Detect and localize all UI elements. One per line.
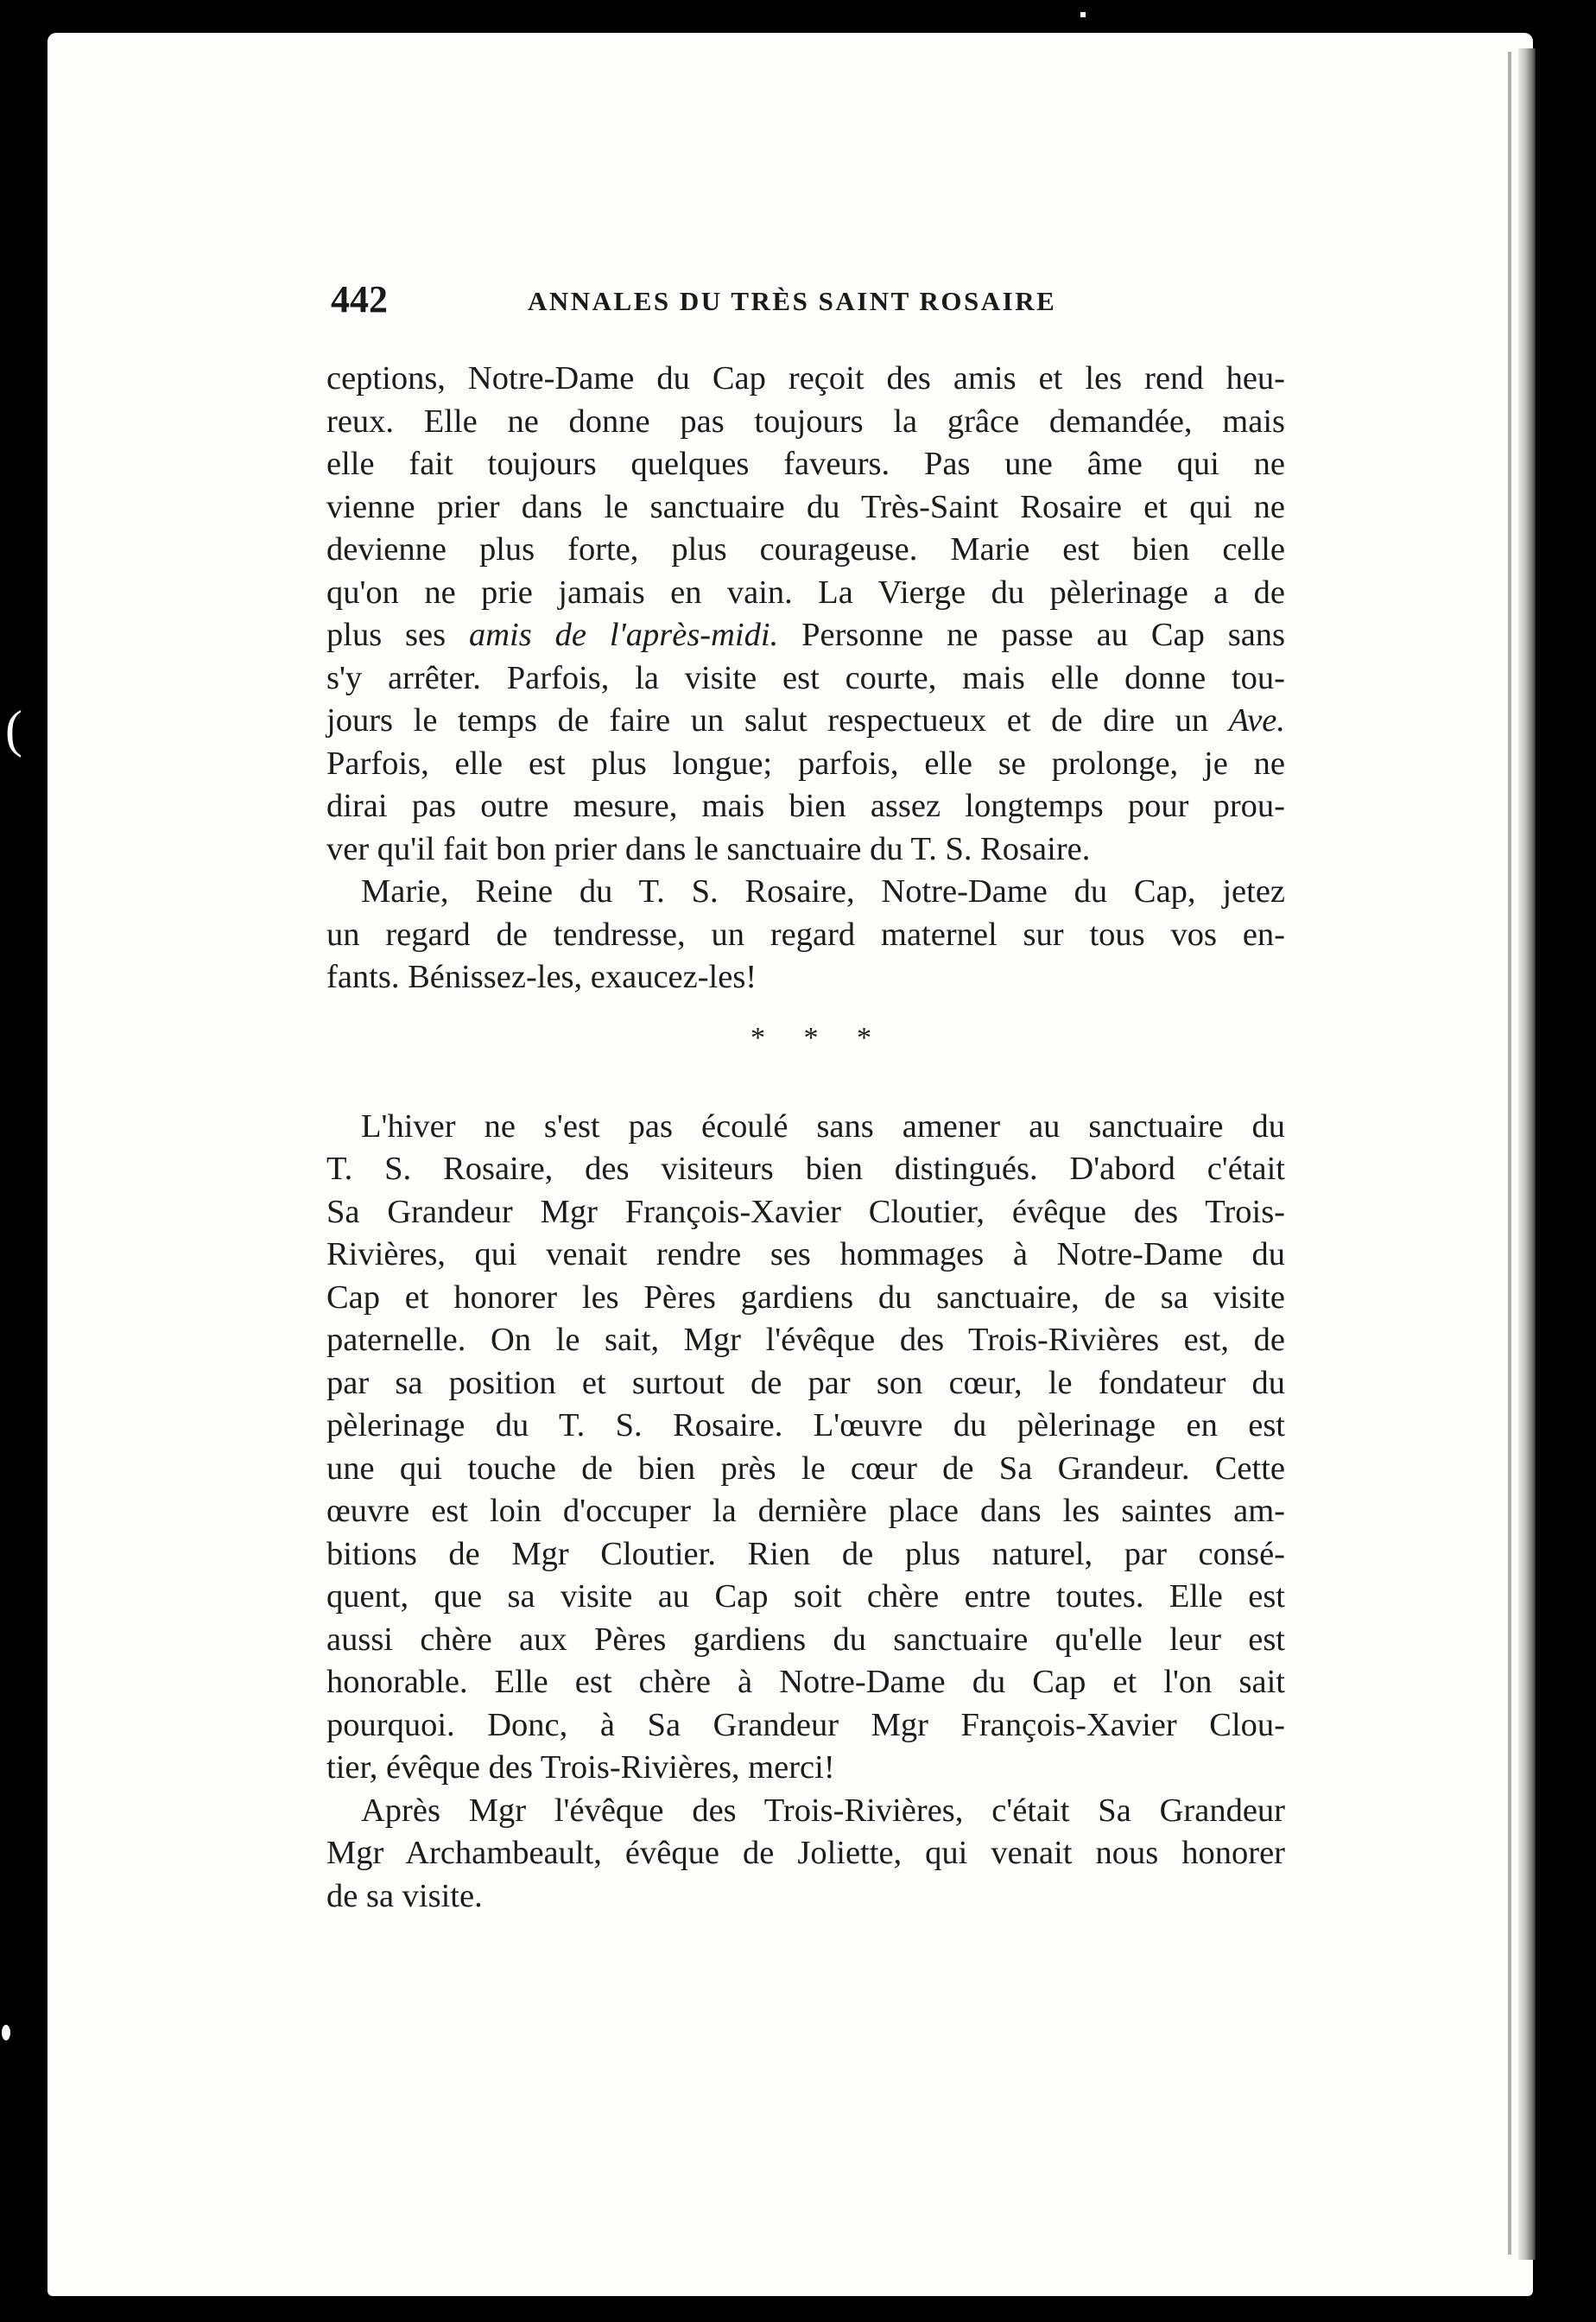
text-line: tier, évêque des Trois-Rivières, merci! xyxy=(326,1749,835,1786)
text-line: devienne plus forte, plus courageuse. Marie est bien celle xyxy=(326,531,1285,568)
spacer xyxy=(326,1059,1285,1106)
text-line: Après Mgr l'évêque des Trois-Rivières, c'était Sa Grandeur xyxy=(361,1792,1285,1829)
text-line: œuvre est loin d'occuper la dernière place dans les saintes am- xyxy=(326,1493,1285,1529)
scan-artifact xyxy=(2,2025,10,2040)
text-line: ceptions, Notre-Dame du Cap reçoit des amis et les rend heu- xyxy=(326,360,1285,397)
scan-artifact xyxy=(1080,12,1086,17)
page-edge xyxy=(1518,48,1536,2260)
text-line: Parfois, elle est plus longue; parfois, elle se prolonge, je ne xyxy=(326,745,1285,782)
text-line: s'y arrêter. Parfois, la visite est courte, mais elle donne tou- xyxy=(326,659,1285,696)
text-line: elle fait toujours quelques faveurs. Pas une âme qui ne xyxy=(326,446,1285,482)
page-edge-shadow xyxy=(1508,52,1511,2255)
text-line: Marie, Reine du T. S. Rosaire, Notre-Dame du Cap, jetez xyxy=(361,873,1285,910)
text-line: bitions de Mgr Cloutier. Rien de plus naturel, par consé- xyxy=(326,1535,1285,1572)
paragraph xyxy=(326,1790,1285,1919)
text-line: paternelle. On le sait, Mgr l'évêque des Trois-Rivières est, de xyxy=(326,1322,1285,1358)
text-line: une qui touche de bien près le cœur de Sa Grandeur. Cette xyxy=(326,1450,1285,1487)
text-line: Mgr Archambeault, évêque de Joliette, qui venait nous honorer xyxy=(326,1835,1285,1871)
scan-artifact: ( xyxy=(5,701,22,758)
paragraph xyxy=(326,1106,1285,1790)
italic-phrase: amis de l'après-midi. xyxy=(469,617,779,653)
text-line: par sa position et surtout de par son cœur, le fondateur du xyxy=(326,1364,1285,1401)
text-line xyxy=(326,700,1285,743)
italic-phrase: Ave. xyxy=(1228,702,1285,739)
text-line: Sa Grandeur Mgr François-Xavier Cloutier, évêque des Trois- xyxy=(326,1193,1285,1230)
page-number: 442 xyxy=(331,278,388,320)
text-line: fants. Bénissez-les, exaucez-les! xyxy=(326,959,757,995)
page-body xyxy=(326,358,1285,1918)
text-line: ver qu'il fait bon prier dans le sanctuaire du T. S. Rosaire. xyxy=(326,830,1091,867)
text-run: plus ses xyxy=(326,617,469,653)
text-run: jours le temps de faire un salut respectueux et de dire un xyxy=(326,702,1229,739)
text-line: T. S. Rosaire, des visiteurs bien distingués. D'abord c'était xyxy=(326,1151,1285,1187)
text-line: Rivières, qui venait rendre ses hommages à Notre-Dame du xyxy=(326,1236,1285,1272)
text-line: qu'on ne prie jamais en vain. La Vierge du pèlerinage a de xyxy=(326,574,1285,611)
paragraph xyxy=(326,358,1285,871)
text-line: vienne prier dans le sanctuaire du Très-Saint Rosaire et qui ne xyxy=(326,488,1285,525)
text-line: Cap et honorer les Pères gardiens du sanctuaire, de sa visite xyxy=(326,1278,1285,1316)
text-line: dirai pas outre mesure, mais bien assez longtemps pour prou- xyxy=(326,788,1285,824)
text-line: de sa visite. xyxy=(326,1877,483,1914)
running-title: ANNALES DU TRÈS SAINT ROSAIRE xyxy=(528,286,1057,316)
text-line: L'hiver ne s'est pas écoulé sans amener au sanctuaire du xyxy=(361,1107,1285,1145)
text-line xyxy=(326,614,1285,657)
text-line: pourquoi. Donc, à Sa Grandeur Mgr François-Xavier Clou- xyxy=(326,1706,1285,1743)
paragraph xyxy=(326,871,1285,999)
text-line: un regard de tendresse, un regard maternel sur tous vos en- xyxy=(326,916,1285,953)
text-line: quent, que sa visite au Cap soit chère entre toutes. Elle est xyxy=(326,1578,1285,1615)
text-line: honorable. Elle est chère à Notre-Dame du Cap et l'on sait xyxy=(326,1664,1285,1700)
page-header xyxy=(331,277,1285,329)
section-separator: * * * xyxy=(750,1021,887,1054)
text-line: pèlerinage du T. S. Rosaire. L'œuvre du pèlerinage en est xyxy=(326,1407,1285,1443)
text-line: reux. Elle ne donne pas toujours la grâce demandée, mais xyxy=(326,403,1285,440)
text-run: Personne ne passe au Cap sans xyxy=(778,617,1286,653)
text-line: aussi chère aux Pères gardiens du sanctuaire qu'elle leur est xyxy=(326,1621,1285,1658)
